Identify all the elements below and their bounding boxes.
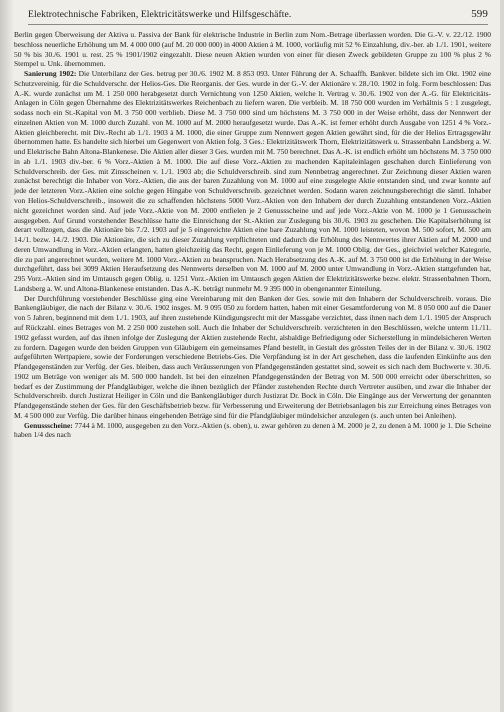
paragraph-lead: Sanierung 1902: [24,69,79,79]
header-rule [28,24,488,25]
page-edge-shadow [0,0,14,712]
paragraph-capital-increase [14,30,491,69]
page-number: 599 [471,8,488,20]
paragraph-genussscheine [14,421,491,441]
running-head: Elektrotechnische Fabriken, Elektricitätswerke und Hilfsgeschäfte. [28,9,292,20]
paragraph-text: Die Unterbilanz der Ges. betrug per 30./6. 1902 M. 8 853 093. Unter Führung der A. Schaaffh. Bankver. bildete sich im Okt. 1902 eine Schutzvereinig. für die Schuldverschr. der Helios-Ges. Die Reorganis. der Ges. wurde in der G.-V. der Aktionäre v. 28./10. 1902 in folg. Form beschlossen: Das A.-K. wurde zunächst um M. 1 250 000 herabgesetzt durch Vernichtung von 1250 Aktien, welche lt. Vertrag v. 30./6. 1902 von der A.-G. für Elektricitäts-Anlagen in Cöln gegen Übernahme des Elektrizitätswerkes Reichenbach zu liefern waren. Die verbleib. M. 18 750 000 wurden im Verhältnis 5 : 1 zusgelegt, sodass noch ein St.-Kapital von M. 3 750 000 verblieb. Diese M. 3 750 000 sind um höchstens M. 3 750 000 in der Weise erhöht, dass der Nennwert der einzelnen Aktien von M. 1000 durch Zuzahl. von M. 1000 auf M. 2000 heraufgesetzt wurde. Das A.-K. ist ferner erhöht durch Ausgabe von 1251 4 % Vorz.-Aktien gleichberecht. mit Div.-Recht ab 1./1. 1903 à M. 1000, die einer Gruppe zum Nennwert gegen Aktien gewährt sind, für die der Helios Ertragsgewähr übernommen hatte. Es handelte sich hierbei um Gegenwert von Aktien folg. 3 Ges.: Elektrizitätswerk Thorn, Elektrizitätswerk u. Strassenbahn Landsberg a. W. und Elektrische Bahn Altona-Blankenese. Die Aktien aller dieser 3 Ges. wurden mit M. 750 berechnet. Das A.-K. ist endlich erhöht um höchstens M. 3 750 000 in ab 1./1. 1903 div.-ber. 6 % Vorz.-Aktien à M. 1000. Die auf diese Vorz.-Aktien zu machenden Kapitaleinlagen geschahen durch Einlieferung von Schuldverschreib. der Ges. mit Zinsscheinen v. 1./1. 1903 ab; die Schuldverschreib. sind zum Nennbetrag angerechnet. Zur Zeichnung dieser Aktien waren zunächst berechtigt die Inhaber von Vorz.-Aktien, die aus der baren Zuzahlung von M. 1000 auf eine zusgelegte Aktie entstanden sind, und zwar konnte auf jede der letzteren Vorz.-Aktien eine solche gegen Hingabe von Schuldverschreib. gezeichnet werden. Sodann waren zeichnungsberechtigt die sämtl. Inhaber von Helios-Schuldverschreib., insoweit die zu schaffenden höchstens 5000 Vorz.-Aktien von den Inhabern der durch Zuzahlung entstandenen Vorz.-Aktien nicht gezeichnet worden sind. Auf jede Vorz.-Aktie von M. 2000 entfielen je 2 Genussscheine und auf jede Vorz.-Aktie von M. 1000 je 1 Genussschein ausgegeben. Auf Grund vorstehender Beschlüsse hatte die Einreichung der St.-Aktien zur Zuslegung bis 30./6. 1903 zu geschehen. Die Kapitalserhöhung ist derart vollzogen, dass die Aktionäre bis 7./2. 1903 auf je 5 eingereichte Aktien eine bare Zuzahlung von M. 1000 leisteten, wovon M. 500 sofort, M. 500 am 14./1. bezw. 14./2. 1903. Die Aktionäre, die sich zu dieser Zuzahlung verpflichteten und dadurch die Erhöhung des Nennwertes ihrer Aktien auf M. 2000 und deren Umwandlung in Vorz.-Aktien erlangten, hatten gleichzeitig das Recht, gegen Einlieferung von je M. 1000 Oblig. der Ges., gleichviel welcher Kategorie, die zu pari angerechnet wurden, weitere M. 1000 Vorz.-Aktien zu beanspruchen. Nach Herabsetzung des A.-K. auf M. 3 750 000 ist die Erhöhung in der Weise durchgeführt, dass bei 3099 Aktien Heraufsetzung des Nennwerts derselben von M. 1000 auf M. 2000 unter Umwandlung in Vorz.-Aktien stattgefunden hat, 295 Vorz.-Aktien sind im Umtausch gegen Oblig. u. 1251 Vorz.-Aktien im Umtausch gegen Aktien der Elektrizitätswerke bezw. elektr. Strassenbahnen Thorn, Landsberg a. W. und Altona-Blankenese entstanden. Das A.-K. beträgt nunmehr M. 9 395 000 in obengenannter Einteilung. [14,69,491,293]
paragraph-lead: Genussscheine: [24,420,75,430]
paragraph-text: Berlin gegen Überweisung der Aktiva u. Passiva der Bank für elektrische Industrie in Berlin zum Nom.-Betrage überlassen worden. Die G.-V. v. 22./12. 1900 beschloss neuerliche Erhöhung um M. 4 000 000 (auf M. 20 000 000) in 4000 Aktien à M. 1000, vorläufig mit 52 % Einzahlung, div.-ber. ab 1./1. 1901, weitere 50 % bis 30./6. 1901 u. rest. 25 % 1901/1902 eingezahlt. Diese neuen Aktien wurden von einer für diesen Zweck gebildeten Gruppe zu 100 % plus 2 % Stempel u. Unk. übernommen. [14,30,491,69]
paragraph-text: Der Durchführung vorstehender Beschlüsse ging eine Vereinbarung mit den Banken der Ges. sowie mit den Inhabern der Schuldverschreib. voraus. Die Bankengläubiger, die nach der Bilanz v. 30./6. 1902 insges. M. 9 095 050 zu fordern hatten, haben mit einer Gesamtforderung von M. 8 050 000 auf die Dauer von 5 Jahren, beginnend mit dem 1./1. 1903, auf ihren zustehende Kündigungsrecht mit der Massgabe verzichtet, dass ihnen nach dem 1./1. 1905 der Anspruch auf Rückzahl. eines Betrages von M. 2 250 000 zustehen soll. Auch die Inhaber der Schuldverschreib. verzichteten in den Beschlüssen, welche unterm 11./11. 1902 gefasst wurden, auf das ihnen infolge der Zuslegung der Aktien zustehende Recht, alsbaldige Befriedigung oder Sicherstellung in mündelsicheren Werten zu fordern. Dagegen wurde den beiden Gruppen von Gläubigern ein gemeinsames Pfand bestellt, in Gestalt des grössten Teiles der in der Bilanz v. 30./6. 1902 aufgeführten Wertpapiere, sowie der Forderungen verschiedene Betriebs-Ges. Die Verpfändung ist in der Art geschehen, dass die laufenden Einkünfte aus den Pfandgegenständen zur Verfüg. der Ges. bleiben, dass auch Veräusserungen von Pfandgegenständen gestattet sind, soweit es sich nach dem Buchwerte v. 30./6. 1902 um Beträge von weniger als M. 500 000 handelt. Ist bei den einzelnen Pfandgegenständen der Betrag von M. 500 000 erreicht oder überschritten, so bedarf es der Zustimmung der Pfandgläubiger, welche die ihnen bezüglich der Pfänder zustehenden Rechte durch Vertreter ausüben, und zwar die Inhaber der Schuldverschreib. durch Justizrat Heiliger in Cöln und die Bankengläubiger durch Justizrat Dr. Bock in Cöln. Die Eingänge aus der Verwertung der genannten Pfandgegenstände stehen der Ges. für den Geschäftsbetrieb bezw. für Verbesserung und Erweiterung der Betriebsanlagen bis zur Erreichung eines Betrages von M. 4 500 000 zur Verfüg. Die darüber hinaus eingehenden Beträge sind für die Pfandgläubiger mündelsicher anzulegen (s. auch unten bei Anleihen). [14,293,491,420]
body-text [14,30,491,440]
paragraph-sanierung [14,69,491,294]
paragraph-text: 7744 à M. 1000, ausgegeben zu den Vorz.-Aktien (s. oben), u. zwar gehören zu denen à M. 2000 je 2, zu denen à M. 1000 je 1. Die Scheine haben 1/4 des nach [14,420,491,440]
page-right-edge [500,0,504,712]
page-header [28,9,488,25]
paragraph-creditor-agreement [14,294,491,421]
